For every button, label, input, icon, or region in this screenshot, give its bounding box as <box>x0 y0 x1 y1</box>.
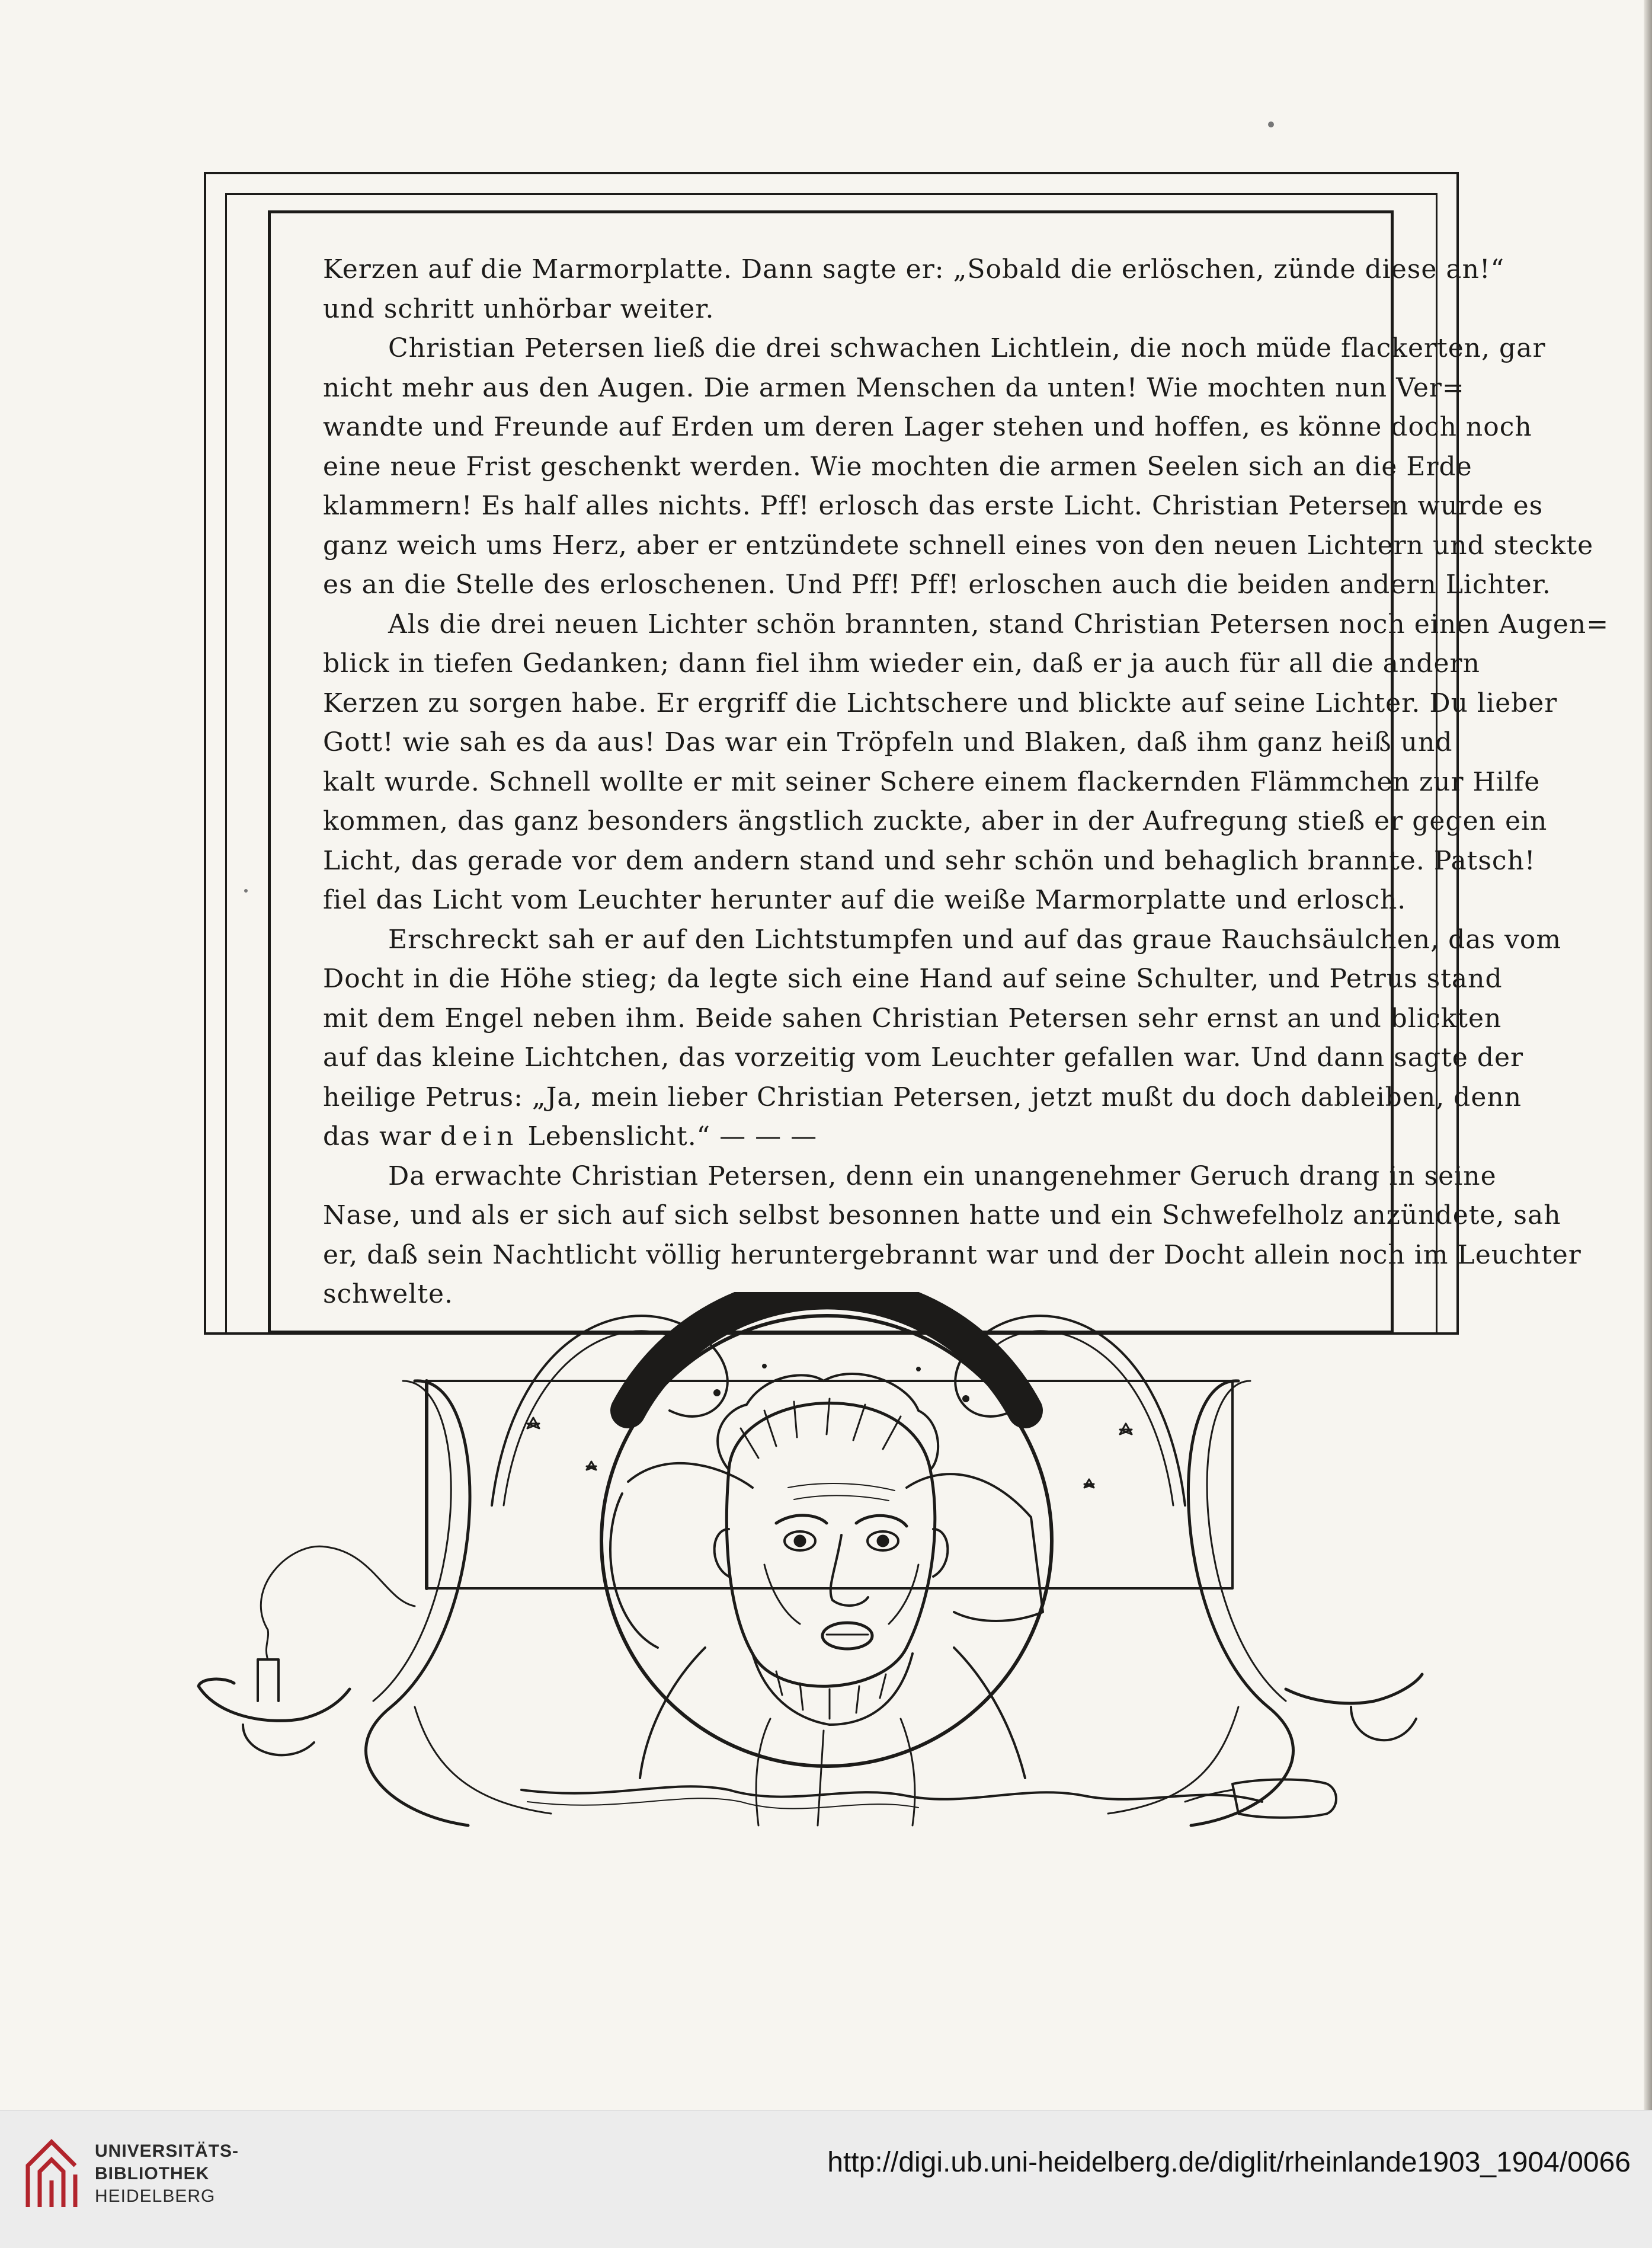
text-line: Licht, das gerade vor dem andern stand und sehr schön und behaglich brannte. Patsch! <box>323 845 1536 876</box>
text-line: Als die drei neuen Lichter schön brannten, stand Christian Petersen noch einen Augen= <box>388 609 1609 639</box>
paper-speck <box>1268 121 1274 127</box>
text-line: auf das kleine Lichtchen, das vorzeitig vom Leuchter gefallen war. Und dann sagte der <box>323 1043 1524 1073</box>
source-url-link[interactable]: http://digi.ub.uni-heidelberg.de/diglit/rheinlande1903_1904/0066 <box>827 2147 1631 2178</box>
text-line: Erschreckt sah er auf den Lichtstumpfen und auf das graue Rauchsäulchen, das vom <box>388 924 1562 955</box>
library-name-line: UNIVERSITÄTS- <box>95 2141 239 2161</box>
text-line: nicht mehr aus den Augen. Die armen Menschen da unten! Wie mochten nun Ver= <box>323 372 1465 403</box>
library-name <box>95 2140 239 2208</box>
text-line: es an die Stelle des erloschenen. Und Pff! Pff! erloschen auch die beiden andern Lichter. <box>323 570 1551 600</box>
text-line: Kerzen auf die Marmorplatte. Dann sagte er: „Sobald die erlöschen, zünde diese an!“ <box>323 254 1505 284</box>
text-line: Christian Petersen ließ die drei schwachen Lichtlein, die noch müde flackerten, gar <box>388 333 1546 363</box>
text-line: klammern! Es half alles nichts. Pff! erlosch das erste Licht. Christian Petersen wurde es <box>323 491 1544 521</box>
text-line: er, daß sein Nachtlicht völlig heruntergebrannt war und der Docht allein noch im Leuchter <box>323 1239 1581 1270</box>
spaced-word: dein <box>440 1121 519 1152</box>
old-man-in-bed-illustration <box>136 1292 1517 1902</box>
text-line: mit dem Engel neben ihm. Beide sahen Christian Petersen sehr ernst an und blickten <box>323 1003 1502 1034</box>
text-line: Da erwachte Christian Petersen, denn ein unangenehmer Geruch drang in seine <box>388 1160 1497 1191</box>
text-line: fiel das Licht vom Leuchter herunter auf die weiße Marmorplatte und erlosch. <box>323 885 1407 915</box>
footer-bar <box>0 2110 1652 2248</box>
text-line: ganz weich ums Herz, aber er entzündete schnell eines von den neuen Lichtern und steckte <box>323 530 1594 561</box>
text-line: heilige Petrus: „Ja, mein lieber Christian Petersen, jetzt mußt du doch dableiben, denn <box>323 1082 1522 1112</box>
university-library-logo-icon <box>19 2133 84 2216</box>
text-line: Docht in die Höhe stieg; da legte sich eine Hand auf seine Schulter, und Petrus stand <box>323 964 1503 994</box>
text-line: und schritt unhörbar weiter. <box>323 293 715 324</box>
text-fragment: Lebenslicht.“ — — — <box>518 1121 818 1152</box>
text-line: Gott! wie sah es da aus! Das war ein Tröpfeln und Blaken, daß ihm ganz heiß und <box>323 727 1453 757</box>
text-line: kalt wurde. Schnell wollte er mit seiner Schere einem flackernden Flämmchen zur Hilfe <box>323 766 1541 797</box>
text-line: eine neue Frist geschenkt werden. Wie mochten die armen Seelen sich an die Erde <box>323 451 1472 482</box>
library-name-line: BIBLIOTHEK <box>95 2164 210 2183</box>
text-fragment: das war <box>323 1121 440 1152</box>
library-name-line: HEIDELBERG <box>95 2186 216 2206</box>
text-line: schwelte. <box>323 1279 454 1309</box>
page-edge-shadow <box>1644 0 1652 2110</box>
text-line: kommen, das ganz besonders ängstlich zuckte, aber in der Aufregung stieß er gegen ein <box>323 806 1548 836</box>
text-line: Kerzen zu sorgen habe. Er ergriff die Lichtschere und blickte auf seine Lichter. Du lieber <box>323 687 1558 718</box>
article-text <box>323 250 1609 1315</box>
text-line: wandte und Freunde auf Erden um deren Lager stehen und hoffen, es könne doch noch <box>323 412 1532 442</box>
text-line: Nase, und als er sich auf sich selbst besonnen hatte und ein Schwefelholz anzündete, sah <box>323 1200 1561 1230</box>
text-line <box>323 1117 1378 1157</box>
text-line: blick in tiefen Gedanken; dann fiel ihm wieder ein, daß er ja auch für all die andern <box>323 648 1480 679</box>
